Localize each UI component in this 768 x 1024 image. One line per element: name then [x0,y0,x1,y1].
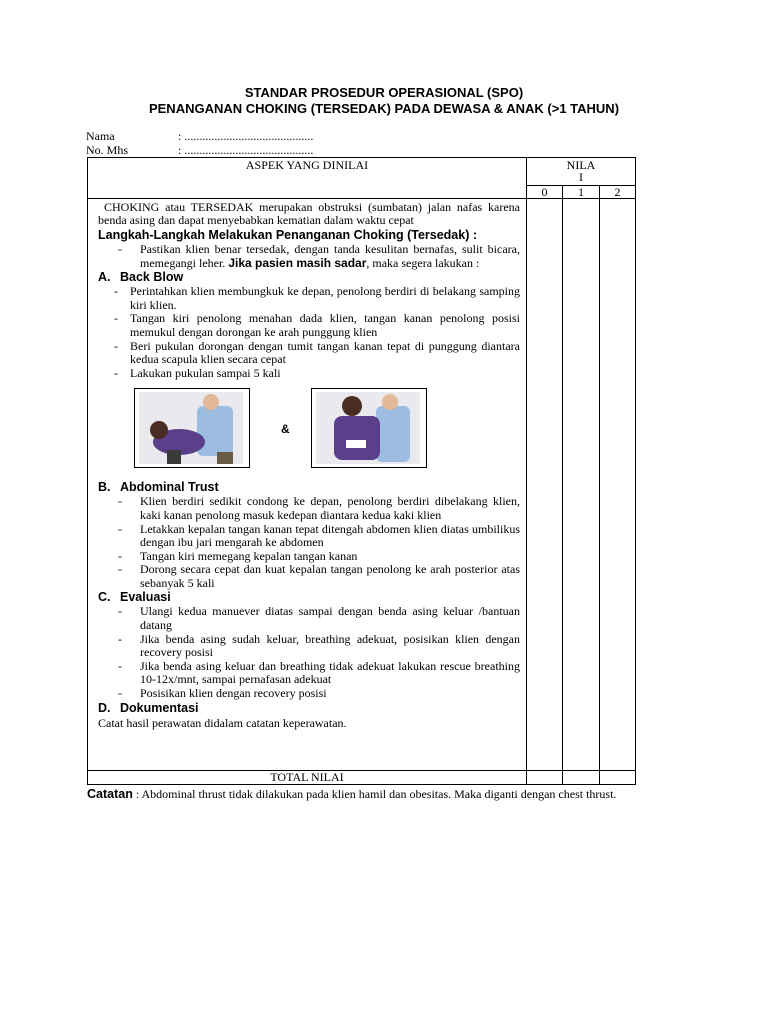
list-item: - Jika benda asing sudah keluar, breathing adekuat, posisikan klien dengan recovery posisi [118,631,520,660]
list-item: - Beri pukulan dorongan dengan tumit tangan kanan tepat di punggung diantara kedua scapula klien secara cepat [114,338,520,367]
back-blow-photo-1 [134,388,250,468]
back-blow-illustration-1 [139,392,243,464]
back-blow-images [98,388,520,480]
section-a-heading: A. Back Blow [98,270,184,285]
nama-label: Nama [86,129,115,143]
section-d-heading: D. Dokumentasi [98,700,199,715]
assessment-table [87,157,636,785]
list-item: - Perintahkan klien membungkuk ke depan, penolong berdiri di belakang samping kiri klien. [114,284,520,312]
section-b-heading: B. Abdominal Trust [98,480,219,495]
ampersand: & [281,422,290,437]
section-c-heading: C. Evaluasi [98,590,171,605]
total-cell-0 [527,771,563,785]
intro-paragraph: CHOKING atau TERSEDAK merupakan obstruksi (sumbatan) jalan nafas karena benda asing dan dapat menyebabkan kematian dalam waktu cepat [98,199,520,228]
list-item: - Pastikan klien benar tersedak, dengan tanda kesulitan bernafas, sulit bicara, memegangi leher. Jika pasien masih sadar, maka segera lakukan : [118,241,520,270]
highlight-text: Jika pasien masih sadar [228,255,367,270]
nomhs-label: No. Mhs [86,143,129,157]
list-item: - Posisikan klien dengan recovery posisi [118,686,327,701]
score-cell-0 [527,198,563,770]
score-header-0: 0 [527,185,563,198]
first-step-list [98,243,520,270]
list-item: - Jika benda asing keluar dan breathing tidak adekuat lakukan rescue breathing 10-12x/mnt, sampai pernafasan adekuat [118,658,520,687]
score-header-2: 2 [600,185,636,198]
total-cell-1 [563,771,600,785]
back-blow-photo-2 [311,388,427,468]
list-item: - Lakukan pukulan sampai 5 kali [114,365,281,380]
list-item: - Tangan kiri penolong menahan dada klien, tangan kanan penolong posisi memukul dengan dorongan ke arah punggung klien [114,311,520,339]
header-nila-line1: NILA [566,158,596,172]
list-item: - Letakkan kepalan tangan kanan tepat ditengah abdomen klien diatas umbilikus dengan ibu jari mengarah ke abdomen [118,521,520,550]
header-aspek: ASPEK YANG DINILAI [88,158,527,199]
nomhs-row [86,143,313,158]
list-item: - Tangan kiri memegang kepalan tangan kanan [118,548,358,563]
back-blow-illustration-2 [316,392,420,464]
nomhs-field: : ........................................... [178,143,314,157]
total-cell-2 [600,771,636,785]
footnote-text: : Abdominal thrust tidak dilakukan pada klien hamil dan obesitas. Maka diganti dengan chest thrust. [132,787,617,801]
section-b-list [98,495,520,590]
section-d-text: Catat hasil perawatan didalam catatan keperawatan. [98,715,347,730]
header-nilai [527,158,636,186]
footnote [87,787,616,802]
score-cell-2 [600,198,636,770]
score-header-1: 1 [563,185,600,198]
score-cell-1 [563,198,600,770]
nama-row [86,129,313,144]
section-c-list [98,605,520,700]
section-a-list [98,285,520,380]
document-title-line1: STANDAR PROSEDUR OPERASIONAL (SPO) [244,85,524,100]
header-nila-line2: I [579,170,583,184]
total-label: TOTAL NILAI [88,771,527,785]
document-title-line2: PENANGANAN CHOKING (TERSEDAK) PADA DEWASA & ANAK (>1 TAHUN) [148,101,620,116]
content-cell [88,198,527,770]
list-item: - Ulangi kedua manuever diatas sampai dengan benda asing keluar /bantuan datang [118,604,520,633]
nama-field: : ........................................... [178,129,314,143]
list-item: - Klien berdiri sedikit condong ke depan, penolong berdiri dibelakang klien, kaki kanan penolong masuk kedepan diantara kedua kaki klien [118,494,520,522]
steps-heading: Langkah-Langkah Melakukan Penanganan Choking (Tersedak) : [98,227,478,242]
footnote-label: Catatan [87,787,133,801]
list-item: - Dorong secara cepat dan kuat kepalan tangan penolong ke arah posterior atas sebanyak 5 kali [118,562,520,590]
